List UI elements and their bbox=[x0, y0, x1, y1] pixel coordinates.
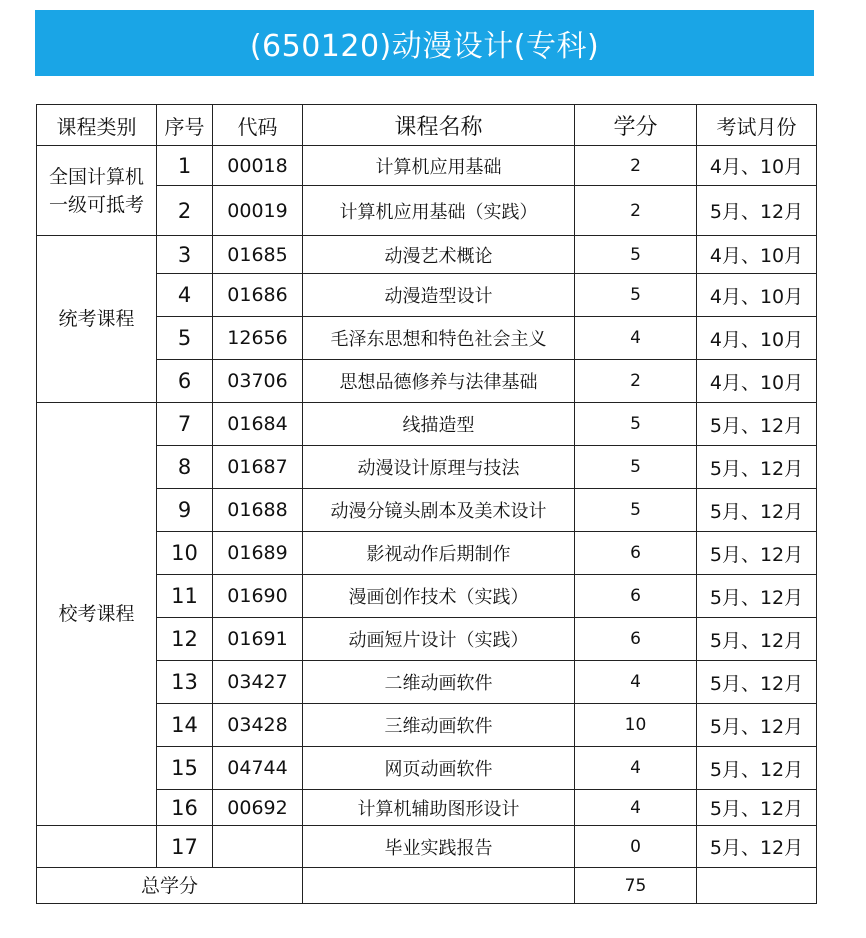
total-empty-name bbox=[303, 868, 575, 904]
cell-credit: 5 bbox=[575, 403, 697, 446]
cell-credit: 2 bbox=[575, 146, 697, 186]
cell-name: 网页动画软件 bbox=[303, 747, 575, 790]
table-row bbox=[37, 236, 817, 274]
category-national-label: 全国计算机一级可抵考 bbox=[48, 165, 144, 216]
cell-month: 4月、10月 bbox=[697, 236, 817, 274]
category-school: 校考课程 bbox=[37, 403, 157, 826]
cell-month: 5月、12月 bbox=[697, 704, 817, 747]
header-seq: 序号 bbox=[157, 105, 213, 146]
cell-code: 04744 bbox=[213, 747, 303, 790]
cell-seq: 17 bbox=[157, 826, 213, 868]
cell-name: 动画短片设计（实践） bbox=[303, 618, 575, 661]
cell-code: 01688 bbox=[213, 489, 303, 532]
cell-month: 5月、12月 bbox=[697, 618, 817, 661]
cell-name: 二维动画软件 bbox=[303, 661, 575, 704]
cell-month: 5月、12月 bbox=[697, 790, 817, 826]
cell-seq: 12 bbox=[157, 618, 213, 661]
cell-name: 动漫艺术概论 bbox=[303, 236, 575, 274]
cell-credit: 4 bbox=[575, 317, 697, 360]
cell-name: 计算机辅助图形设计 bbox=[303, 790, 575, 826]
cell-code: 00692 bbox=[213, 790, 303, 826]
cell-month: 4月、10月 bbox=[697, 274, 817, 317]
cell-credit: 2 bbox=[575, 360, 697, 403]
cell-credit: 4 bbox=[575, 661, 697, 704]
cell-code: 01689 bbox=[213, 532, 303, 575]
page-title: (650120)动漫设计(专科) bbox=[249, 29, 600, 64]
cell-seq: 16 bbox=[157, 790, 213, 826]
cell-name: 动漫分镜头剧本及美术设计 bbox=[303, 489, 575, 532]
page-title-banner bbox=[35, 10, 814, 76]
cell-code: 01684 bbox=[213, 403, 303, 446]
cell-seq: 8 bbox=[157, 446, 213, 489]
table-row bbox=[37, 403, 817, 446]
header-exam-month: 考试月份 bbox=[697, 105, 817, 146]
header-name: 课程名称 bbox=[303, 105, 575, 146]
cell-code: 03706 bbox=[213, 360, 303, 403]
cell-seq: 14 bbox=[157, 704, 213, 747]
cell-credit: 4 bbox=[575, 790, 697, 826]
cell-seq: 7 bbox=[157, 403, 213, 446]
table-row bbox=[37, 146, 817, 186]
category-unified: 统考课程 bbox=[37, 236, 157, 403]
cell-seq: 9 bbox=[157, 489, 213, 532]
header-category: 课程类别 bbox=[37, 105, 157, 146]
cell-seq: 2 bbox=[157, 186, 213, 236]
cell-month: 4月、10月 bbox=[697, 317, 817, 360]
cell-credit: 5 bbox=[575, 274, 697, 317]
cell-seq: 3 bbox=[157, 236, 213, 274]
cell-code: 01687 bbox=[213, 446, 303, 489]
cell-name: 计算机应用基础 bbox=[303, 146, 575, 186]
cell-code: 00019 bbox=[213, 186, 303, 236]
cell-credit: 6 bbox=[575, 575, 697, 618]
cell-credit: 4 bbox=[575, 747, 697, 790]
header-row bbox=[37, 105, 817, 146]
total-empty-month bbox=[697, 868, 817, 904]
cell-code: 01691 bbox=[213, 618, 303, 661]
total-credit: 75 bbox=[575, 868, 697, 904]
cell-month: 5月、12月 bbox=[697, 403, 817, 446]
cell-month: 5月、12月 bbox=[697, 826, 817, 868]
cell-code: 12656 bbox=[213, 317, 303, 360]
cell-seq: 15 bbox=[157, 747, 213, 790]
cell-credit: 5 bbox=[575, 236, 697, 274]
cell-seq: 5 bbox=[157, 317, 213, 360]
cell-month: 5月、12月 bbox=[697, 661, 817, 704]
cell-name: 毕业实践报告 bbox=[303, 826, 575, 868]
cell-name: 计算机应用基础（实践） bbox=[303, 186, 575, 236]
table-row bbox=[37, 826, 817, 868]
cell-month: 5月、12月 bbox=[697, 747, 817, 790]
cell-credit: 5 bbox=[575, 489, 697, 532]
cell-code: 01686 bbox=[213, 274, 303, 317]
cell-name: 毛泽东思想和特色社会主义 bbox=[303, 317, 575, 360]
cell-seq: 4 bbox=[157, 274, 213, 317]
cell-month: 5月、12月 bbox=[697, 575, 817, 618]
category-last bbox=[37, 826, 157, 868]
cell-code: 03427 bbox=[213, 661, 303, 704]
cell-credit: 2 bbox=[575, 186, 697, 236]
header-code: 代码 bbox=[213, 105, 303, 146]
cell-name: 漫画创作技术（实践） bbox=[303, 575, 575, 618]
cell-name: 影视动作后期制作 bbox=[303, 532, 575, 575]
cell-credit: 5 bbox=[575, 446, 697, 489]
cell-credit: 0 bbox=[575, 826, 697, 868]
course-table bbox=[36, 104, 817, 904]
cell-code: 00018 bbox=[213, 146, 303, 186]
cell-name: 动漫造型设计 bbox=[303, 274, 575, 317]
total-label: 总学分 bbox=[37, 868, 303, 904]
cell-seq: 1 bbox=[157, 146, 213, 186]
category-national bbox=[37, 146, 157, 236]
cell-credit: 6 bbox=[575, 532, 697, 575]
cell-seq: 10 bbox=[157, 532, 213, 575]
cell-month: 5月、12月 bbox=[697, 532, 817, 575]
cell-month: 4月、10月 bbox=[697, 360, 817, 403]
cell-month: 5月、12月 bbox=[697, 446, 817, 489]
header-credit: 学分 bbox=[575, 105, 697, 146]
cell-name: 三维动画软件 bbox=[303, 704, 575, 747]
total-row bbox=[37, 868, 817, 904]
cell-name: 动漫设计原理与技法 bbox=[303, 446, 575, 489]
cell-code bbox=[213, 826, 303, 868]
cell-name: 思想品德修养与法律基础 bbox=[303, 360, 575, 403]
cell-seq: 13 bbox=[157, 661, 213, 704]
cell-month: 5月、12月 bbox=[697, 489, 817, 532]
cell-month: 4月、10月 bbox=[697, 146, 817, 186]
cell-name: 线描造型 bbox=[303, 403, 575, 446]
cell-code: 01685 bbox=[213, 236, 303, 274]
cell-code: 01690 bbox=[213, 575, 303, 618]
cell-credit: 6 bbox=[575, 618, 697, 661]
cell-seq: 11 bbox=[157, 575, 213, 618]
cell-month: 5月、12月 bbox=[697, 186, 817, 236]
cell-seq: 6 bbox=[157, 360, 213, 403]
cell-credit: 10 bbox=[575, 704, 697, 747]
cell-code: 03428 bbox=[213, 704, 303, 747]
